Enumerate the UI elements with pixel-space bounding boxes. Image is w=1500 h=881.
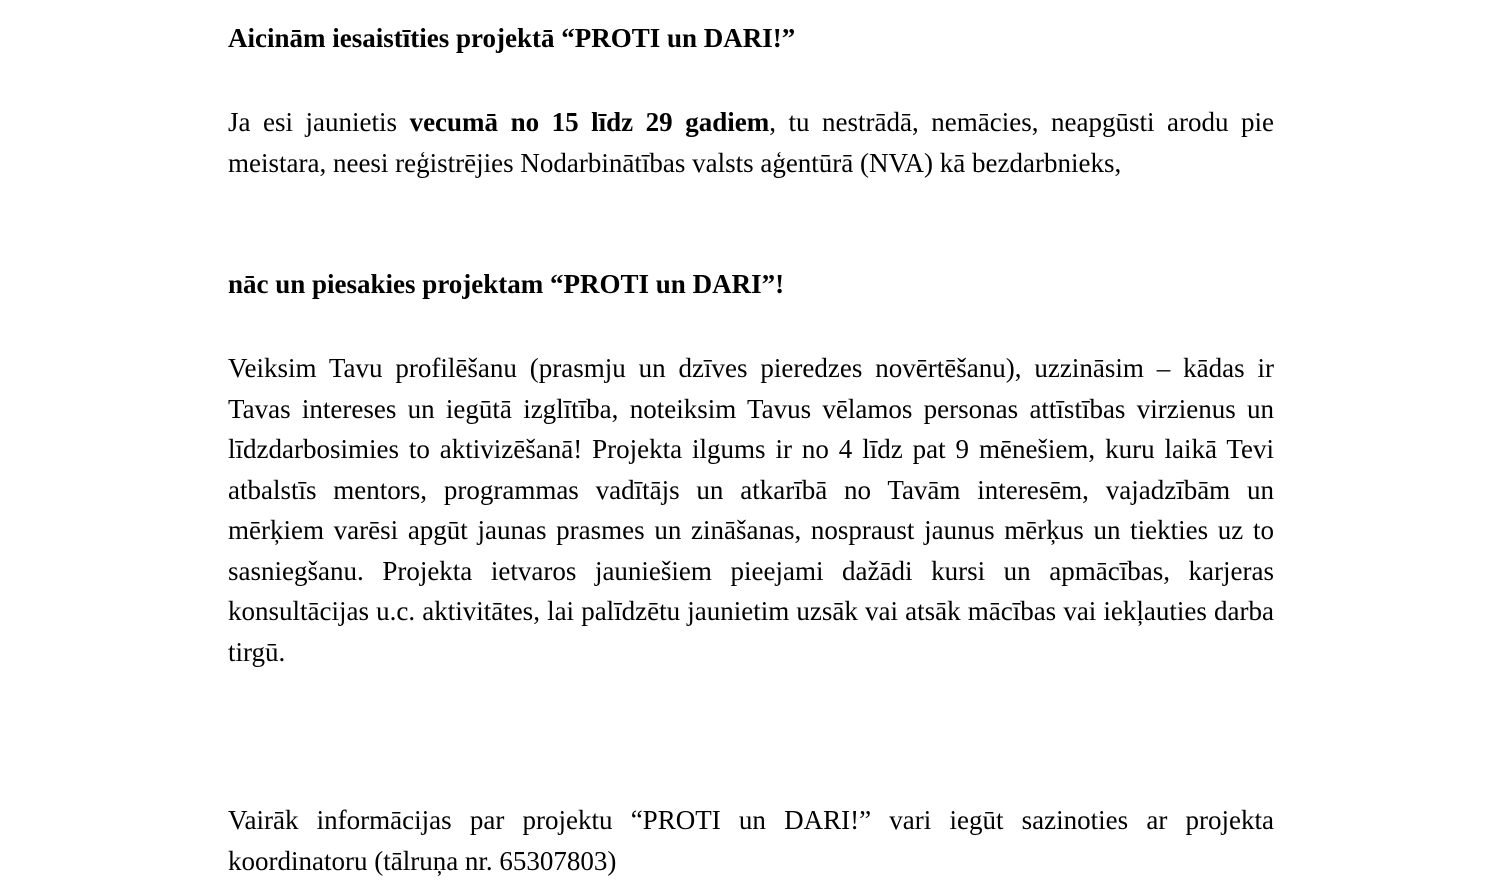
age-range-text: vecumā no 15 līdz 29 gadiem <box>409 107 770 137</box>
intro-text-end: , tu nestrādā, nemācies, neapgūsti arodu pie meistara, neesi reģistrējies Nodarbinātības valsts aģentūrā (NVA) kā bezdarbnieks, <box>228 107 1274 178</box>
more-info-paragraph: Vairāk informācijas par projektu “PROTI un DARI!” vari iegūt sazinoties ar projekta koordinatoru (tālruņa nr. 65307803) <box>228 805 1274 876</box>
call-to-action: nāc un piesakies projektam “PROTI un DARI”! <box>228 269 785 299</box>
document-heading: Aicinām iesaistīties projektā “PROTI un DARI!” <box>228 23 796 53</box>
intro-text-start: Ja esi jaunietis <box>228 107 410 137</box>
description-paragraph: Veiksim Tavu profilēšanu (prasmju un dzīves pieredzes novērtēšanu), uzzināsim – kādas ir Tavas intereses un iegūtā izglītība, noteiksim Tavus vēlamos personas attīstības virzienus un līdzdarbosimies to aktivizēšanā! Projekta ilgums ir no 4 līdz pat 9 mēnešiem, kuru laikā Tevi atbalstīs mentors, programmas vadītājs un atkarībā no Tavām interesēm, vajadzībām un mērķiem varēsi apgūt jaunas prasmes un zināšanas, nospraust jaunus mērķus un tiekties uz to sasniegšanu. Projekta ietvaros jauniešiem pieejami dažādi kursi un apmācības, karjeras konsultācijas u.c. aktivitātes, lai palīdzētu jaunietim uzsāk vai atsāk mācības vai iekļauties darba tirgū. <box>228 353 1274 667</box>
intro-paragraph <box>228 102 1274 183</box>
